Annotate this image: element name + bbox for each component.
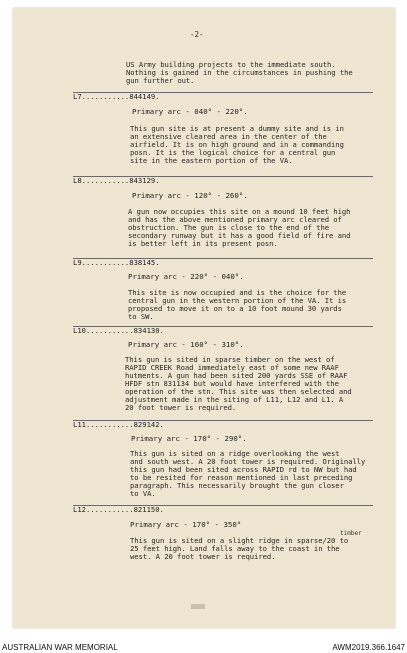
paragraph-line: A gun now occupies this site on a mound 10 feet high [128, 207, 351, 216]
paragraph-line: posn. It is the logical choice for a central gun [130, 148, 336, 157]
paragraph-line: This gun site is at present a dummy site and is in [130, 124, 344, 133]
document-page [13, 8, 395, 628]
paragraph-line: RAPID CREEK Road immediately east of some new RAAF [125, 363, 339, 372]
paragraph-line: This site is now occupied and is the choice for the [128, 288, 347, 297]
page-number: -2- [190, 30, 204, 39]
paragraph-line: 25 feet high. Land falls away to the coast in the [130, 544, 340, 553]
paragraph-line: This gun is sited on a ridge overlooking the west [130, 449, 340, 458]
paragraph-line: proposed to move it on to a 10 foot mound 30 yards [128, 304, 342, 313]
paragraph-line: paragraph. This necessarily brought the gun closer [130, 481, 344, 490]
paragraph-line: to VA. [130, 489, 156, 498]
paragraph-line: 20 foot tower is required. [125, 403, 237, 412]
footer-institution: AUSTRALIAN WAR MEMORIAL [2, 643, 118, 652]
paragraph-line: is better left in its present posn. [128, 239, 278, 248]
paragraph-line: airfield. It is on high ground and in a commanding [130, 140, 344, 149]
section-heading-l11: L11...........829142. [73, 420, 164, 429]
paragraph-line: and south west. A 20 foot tower is required. Originally [130, 457, 366, 466]
paragraph-line: west. A 20 foot tower is required. [130, 552, 276, 561]
paragraph-line: obstruction. The gun is close to the end of the [128, 223, 330, 232]
paragraph-line: This gun is sited in sparse timber on the west of [125, 355, 335, 364]
section-heading-l10: L10...........834130. [73, 326, 164, 335]
archive-footer [0, 632, 407, 653]
paragraph-line: an extensive cleared area in the center of the [130, 132, 327, 141]
paragraph-line: central gun in the western portion of the VA. It is [128, 296, 347, 305]
primary-arc-l8: Primary arc - 120° - 260°. [132, 191, 248, 200]
footer-accession-number: AWM2019.366.1647 [332, 643, 405, 652]
primary-arc-l10: Primary arc - 160° - 310°. [128, 340, 244, 349]
primary-arc-l7: Primary arc - 040° - 220°. [132, 107, 248, 116]
paragraph-line: to be resited for reason mentioned in last preceding [130, 473, 353, 482]
paragraph-line: hutments. A gun had been sited 200 yards SSE of RAAF [125, 371, 348, 380]
section-heading-l9: L9...........838145. [73, 258, 160, 267]
paragraph-line: This gun is sited on a slight ridge in sparse/20 to [130, 536, 349, 545]
primary-arc-l11: Primary arc - 170° - 290°. [131, 434, 247, 443]
paragraph-line: to SW. [128, 312, 154, 321]
section-heading-l8: L8...........843129. [73, 176, 160, 185]
faint-stamp-mark [191, 604, 205, 609]
paragraph-line: HFDF stn 831134 but would have interfered with the [125, 379, 339, 388]
primary-arc-l9: Primary arc - 220° - 040°. [128, 272, 244, 281]
paragraph-line: secondary runway but it has a good field of fire and [128, 231, 351, 240]
paragraph-line: adjustment made in the siting of L11, L12 and L1. A [125, 395, 344, 404]
intro-line: Nothing is gained in the circumstances in pushing the [126, 68, 353, 77]
paragraph-line: operation of the stn. This site was then selected and [125, 387, 352, 396]
intro-line: gun further out. [126, 76, 195, 85]
paragraph-line: and has the above mentioned primary arc cleared of [128, 215, 342, 224]
section-heading-l12: L12...........821150. [73, 505, 164, 514]
paragraph-line: site in the eastern portion of the VA. [130, 156, 293, 165]
paragraph-line: this gun had been sited across RAPID rd to NW but had [130, 465, 357, 474]
section-heading-l7: L7...........844149. [73, 92, 160, 101]
handwritten-insertion: timber [340, 530, 362, 537]
primary-arc-l12: Primary arc - 170° - 350° [130, 520, 242, 529]
intro-line: US Army building projects to the immediate south. [126, 60, 336, 69]
